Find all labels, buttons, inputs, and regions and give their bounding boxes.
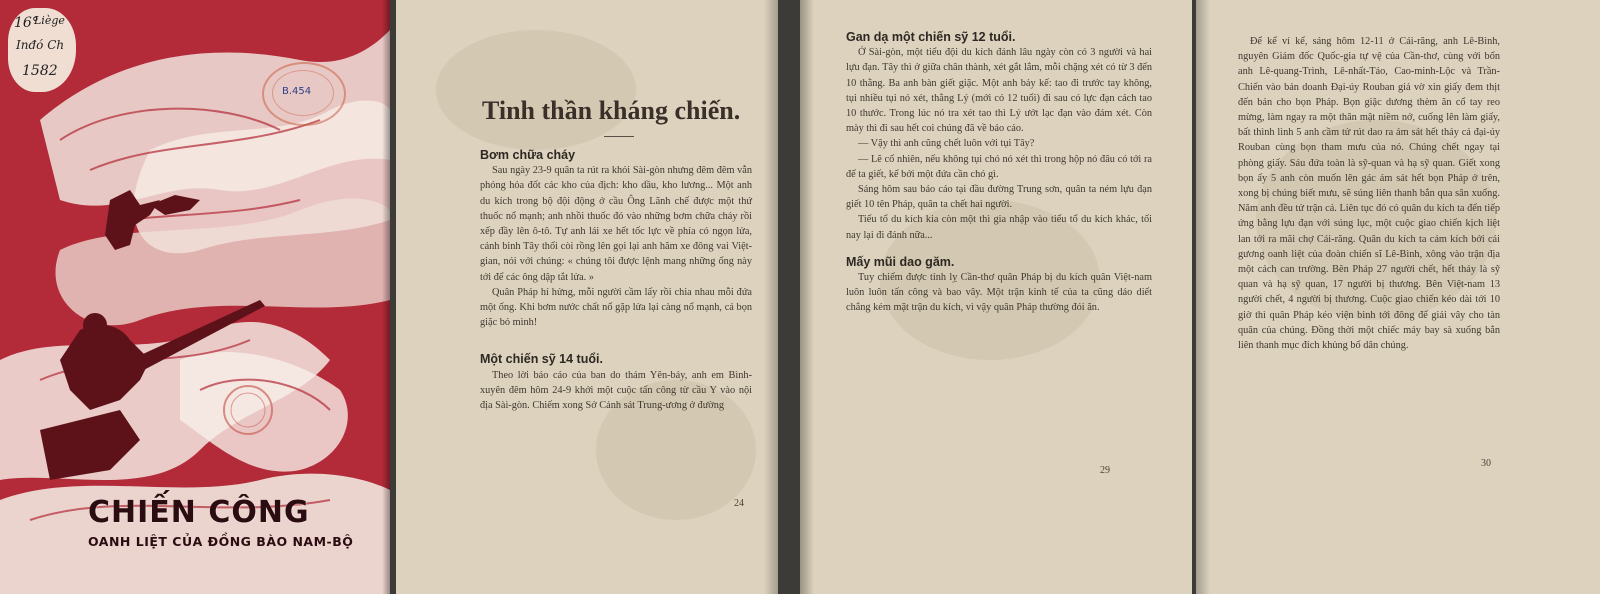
paragraph: Tiếu tổ du kích kia còn một thì gia nhập vào tiểu tổ du kích khác, tối nay lại đi đánh nữa... (846, 214, 1152, 241)
page-number: 30 (1481, 458, 1491, 469)
page-number: 24 (734, 498, 744, 509)
page-number: 29 (1100, 465, 1110, 476)
paragraph: — Vậy thì anh cũng chết luôn với tụi Tây? (858, 138, 1035, 150)
section-heading: Một chiến sỹ 14 tuổi. (480, 352, 603, 367)
section-heading: Bơm chữa cháy (480, 148, 576, 162)
page-30-body (1238, 34, 1500, 353)
chapter-title: Tinh thần kháng chiến. (482, 96, 741, 125)
stamp-number: B.454 (282, 86, 312, 97)
handwritten-line: 1582 (22, 63, 58, 79)
handwritten-catalog-note (8, 8, 76, 92)
paragraph: Sau ngày 23-9 quân ta rút ra khỏi Sài-gòn nhưng đêm đêm vẫn phóng hỏa đốt các kho của địch: kho dầu, kho lương... Một anh du kích trong bộ đội động ở cầu Ông Lãnh chế được một thứ thuốc nổ mạnh; anh nhồi thuốc đó vào những bơm chữa cháy rồi xếp đầy lên ô-tô. Tự anh lái xe hết tốc lực về phía có ngọn lửa, cảnh binh Tây thổi còi rồng lên gọi lại anh hãm xe đông vai Việt-gian, nói với chúng: « chúng tôi được lệnh mang những ống này tới để các ông dập tắt lửa. » (480, 165, 752, 283)
paragraph: — Lẽ cố nhiên, nếu không tụi chó nó xét thì trong hộp nó đâu có tới ra để ta giết, kể bởi một đứa cần chó gì. (846, 153, 1152, 180)
page-29 (800, 0, 1192, 594)
handwritten-line: 16° (14, 15, 39, 31)
page-30 (1196, 0, 1600, 594)
page-24-body (480, 148, 752, 413)
title-divider (604, 136, 634, 137)
page-24 (396, 0, 778, 594)
paragraph: Theo lời báo cáo của ban do thám Yên-báy, anh em Bình-xuyên đêm hôm 24-9 khởi một cuộc tấn công từ cầu Y vào nội địa Sài-gòn. Chiếm xong Sở Cảnh sát Trung-ương ở đường (480, 369, 752, 412)
handwritten-line: Liège (34, 14, 65, 27)
paragraph: Tuy chiếm được tỉnh lỵ Cần-thơ quân Pháp bị du kích quân Việt-nam luôn luôn tấn công và bao vây. Một trận kinh tế của ta cũng dáo diết chẳng kém mặt trận du kích, vì vậy quân Pháp thường đói ăn. (846, 272, 1152, 314)
section-heading: Gan dạ một chiến sỹ 12 tuổi. (846, 30, 1016, 44)
cover-title-block (88, 495, 353, 549)
paragraph: Ở Sài-gòn, một tiểu đội du kích đánh lâu ngày còn có 3 người và hai lựu đạn. Tây thì ở giữa chân thành, xét gắt lắm, mỗi chặng xét có từ 3 đến 10 thằng. Ba anh bàn giết giặc. Một anh bảy kế: tao đi trước tay không, tụi nhiều tụi nó xét, thằng Lý (mới có 12 tuổi) đi sau có lực đạn cách tao 10 thước. Trong lúc nó tra xét tao thì Lý ướt lạc đạn vào đám xét. Còn mày thì đi sau hết coi chúng đã về báo cáo. (846, 47, 1152, 135)
spine-shadow (382, 0, 390, 594)
page-29-body (846, 30, 1152, 316)
cover-subtitle: OANH LIỆT CỦA ĐỒNG BÀO NAM-BỘ (88, 534, 354, 549)
section-heading: Mấy mũi dao găm. (846, 254, 955, 269)
book-cover (0, 0, 390, 594)
handwritten-line: Inđó Ch (16, 38, 65, 52)
paragraph: Quân Pháp hí hửng, mỗi người cầm lấy rồi chia nhau mỗi đứa một ống. Khi bơm nước chất nổ gặp lửa lại càng nổ mạnh, cả bọn giặc bỏ mình! (480, 286, 752, 329)
paragraph: Để kể ví kể, sáng hôm 12-11 ở Cái-răng, anh Lê-Bình, nguyên Giám đốc Quốc-gia tự vệ của Cần-thơ, cùng với bốn anh Lê-quang-Trình, Lê-nhất-Tảo, Cao-minh-Lộc và Trần-Chiến vào bản doanh Đại-úy Rouban giả vờ xin giấy đem thịt đến bán cho bọn Pháp. Bọn giặc dương thèm ăn cổ tay reo mừng, làm ngay ra một thân mật niềm nở, cuống lên làm giấy, bất thình lình 5 anh cầm tử rút dao ra ám sát hết thảy cả đại-úy Rouban cùng bọn tham mưu của nó. Chúng chết ngay tại phòng giấy. Sáu đứa toàn là sỹ-quan và hạ sỹ quan. Giết xong bọn ấy 5 anh còn muốn lên gác ám sát hết bọn Pháp ở trên, xong bị chúng biết mưu, sẽ súng liên thanh bắn qua sân xuống. Năm anh đều tử trận cả. Liên tục đó có quân du kích ta đến tiếp ứng bằng lựu đạn với súng lục, một cuộc giao chiến kịch liệt lan tới ra mãi chợ Cái-răng. Quân du kích ta cảm kích bởi cái gương oanh liệt của đoàn chiến sĩ Lê-Bình, xông vào trận địa một cách can trường. Bên Pháp 27 người chết, hết thảy là sỹ quan và hạ sỹ quan, 17 người bị thương. Bên Việt-nam 13 người chết, 4 người bị thương. Cuộc giao chiến kéo dài tới 10 giờ thì quân Pháp kéo viện binh tới đông để giải vây cho tàn quân của chúng. Đồng thời một chiếc máy bay sà xuống bắn liên thanh mục đích khủng bố dân chúng. (1238, 36, 1500, 352)
library-stamp (262, 62, 346, 126)
cover-title: CHIẾN CÔNG (88, 495, 310, 530)
paragraph: Sáng hôm sau báo cáo tại đầu đường Trung sơn, quân ta ném lựu đạn giết 10 tên Pháp, quân ta chết hai người. (846, 184, 1152, 211)
